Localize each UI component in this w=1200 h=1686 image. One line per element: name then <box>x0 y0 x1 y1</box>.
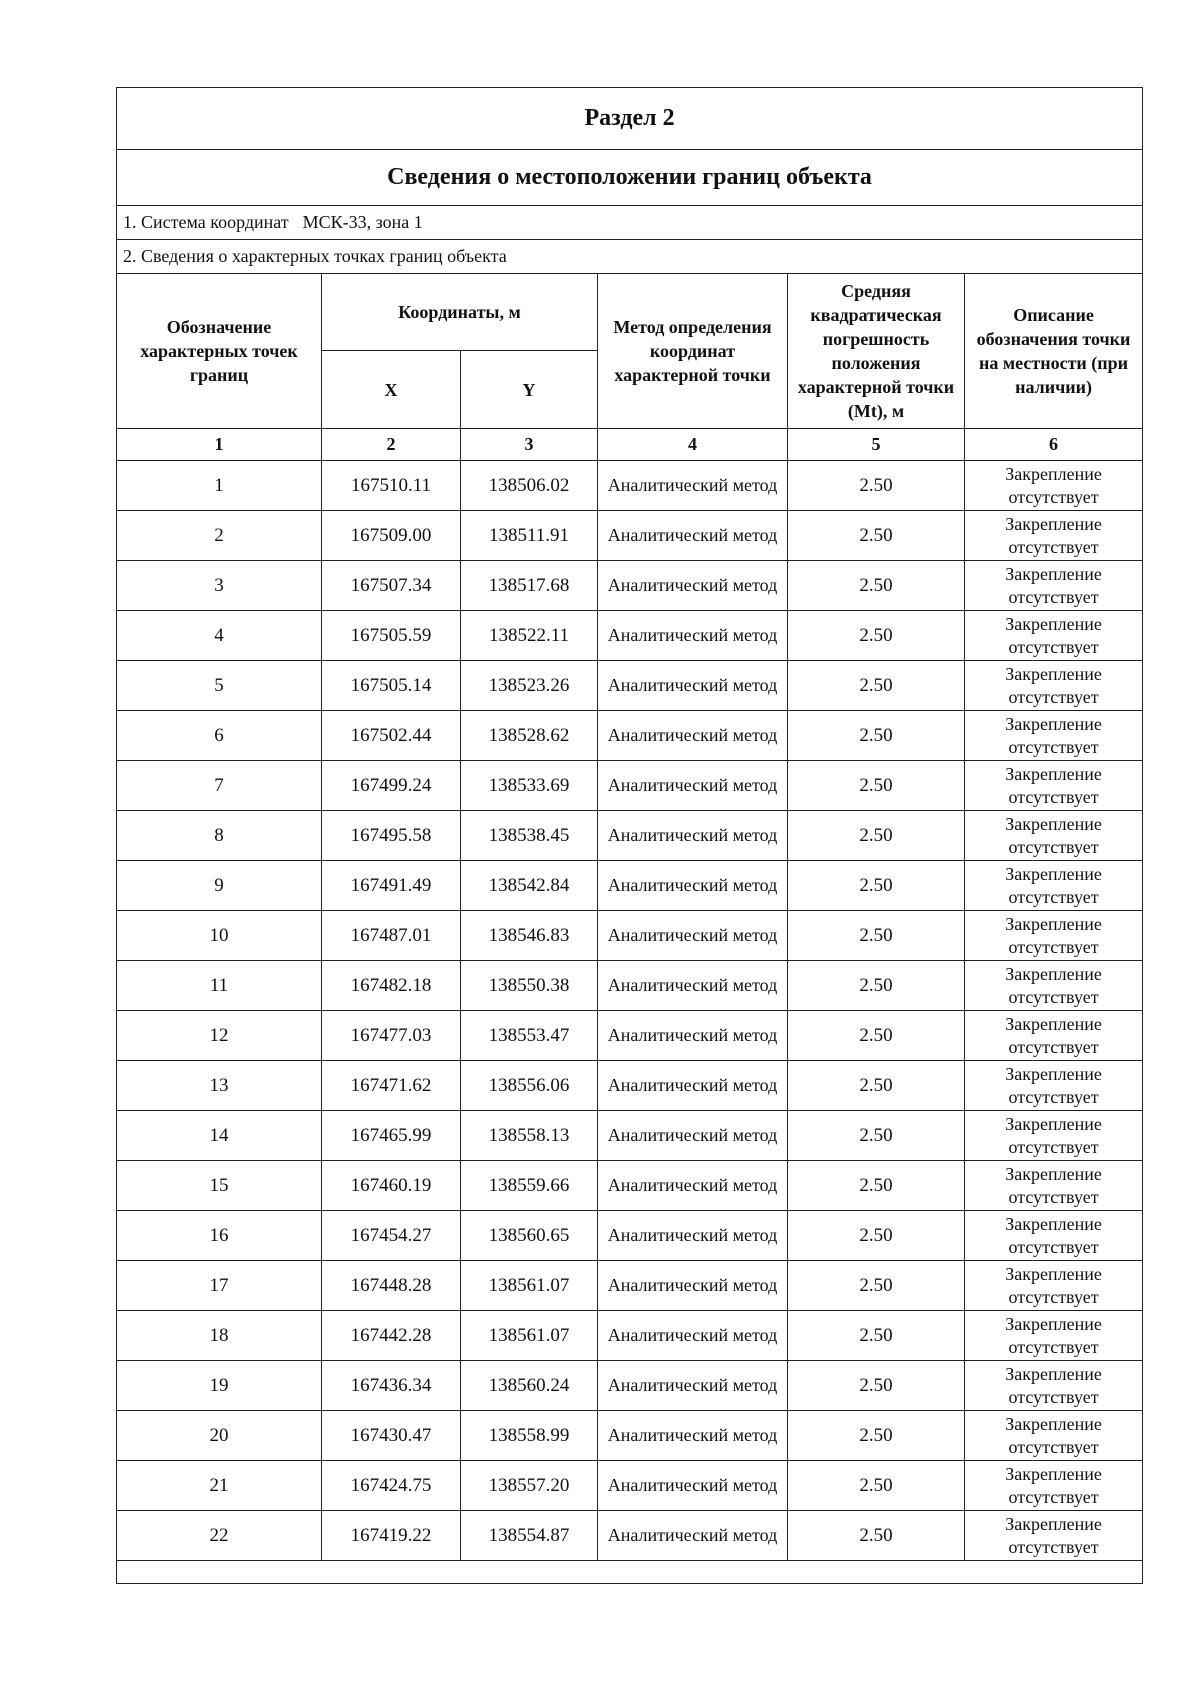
method-cell: Аналитический метод <box>598 1161 788 1211</box>
column-number: 4 <box>598 429 788 461</box>
point-number: 11 <box>117 961 322 1011</box>
coord-y: 138522.11 <box>461 611 598 661</box>
col-error-header: Средняя квадратическая погрешность положения характерной точки (Mt), м <box>788 274 965 429</box>
error-cell: 2.50 <box>788 961 965 1011</box>
method-cell: Аналитический метод <box>598 861 788 911</box>
column-number: 3 <box>461 429 598 461</box>
coord-y: 138556.06 <box>461 1061 598 1111</box>
table-row <box>117 1511 1143 1561</box>
method-cell: Аналитический метод <box>598 1111 788 1161</box>
coord-y: 138506.02 <box>461 461 598 511</box>
point-number: 8 <box>117 811 322 861</box>
point-number: 5 <box>117 661 322 711</box>
coord-y: 138511.91 <box>461 511 598 561</box>
description-cell: Закрепление отсутствует <box>965 711 1143 761</box>
method-cell: Аналитический метод <box>598 1011 788 1061</box>
point-number: 2 <box>117 511 322 561</box>
coord-system-value: МСК-33, зона 1 <box>302 212 423 232</box>
section-title: Раздел 2 <box>117 88 1143 150</box>
table-row <box>117 861 1143 911</box>
column-number: 1 <box>117 429 322 461</box>
coord-y: 138558.13 <box>461 1111 598 1161</box>
boundary-points-table <box>116 87 1143 1584</box>
table-row <box>117 961 1143 1011</box>
table-footer-row <box>117 1561 1143 1584</box>
table-row <box>117 661 1143 711</box>
coord-y: 138517.68 <box>461 561 598 611</box>
point-number: 1 <box>117 461 322 511</box>
table-row <box>117 1161 1143 1211</box>
method-cell: Аналитический метод <box>598 1411 788 1461</box>
table-row <box>117 1411 1143 1461</box>
description-cell: Закрепление отсутствует <box>965 1161 1143 1211</box>
table-row <box>117 1461 1143 1511</box>
table-row <box>117 1111 1143 1161</box>
coord-x: 167491.49 <box>322 861 461 911</box>
description-cell: Закрепление отсутствует <box>965 861 1143 911</box>
error-cell: 2.50 <box>788 711 965 761</box>
coord-system-label: 1. Система координат <box>123 212 289 232</box>
error-cell: 2.50 <box>788 1311 965 1361</box>
coord-x: 167510.11 <box>322 461 461 511</box>
coord-x: 167471.62 <box>322 1061 461 1111</box>
table-row <box>117 511 1143 561</box>
coord-y: 138561.07 <box>461 1311 598 1361</box>
coord-x: 167448.28 <box>322 1261 461 1311</box>
coord-x: 167442.28 <box>322 1311 461 1361</box>
point-number: 20 <box>117 1411 322 1461</box>
description-cell: Закрепление отсутствует <box>965 1261 1143 1311</box>
coord-y: 138550.38 <box>461 961 598 1011</box>
point-number: 14 <box>117 1111 322 1161</box>
coord-x: 167509.00 <box>322 511 461 561</box>
point-number: 6 <box>117 711 322 761</box>
method-cell: Аналитический метод <box>598 1511 788 1561</box>
coord-x: 167495.58 <box>322 811 461 861</box>
error-cell: 2.50 <box>788 1061 965 1111</box>
point-number: 7 <box>117 761 322 811</box>
description-cell: Закрепление отсутствует <box>965 1111 1143 1161</box>
method-cell: Аналитический метод <box>598 1461 788 1511</box>
table-row <box>117 561 1143 611</box>
col-method-header: Метод определения координат характерной точки <box>598 274 788 429</box>
method-cell: Аналитический метод <box>598 1061 788 1111</box>
table-row <box>117 1061 1143 1111</box>
point-number: 15 <box>117 1161 322 1211</box>
error-cell: 2.50 <box>788 1411 965 1461</box>
coord-y: 138554.87 <box>461 1511 598 1561</box>
method-cell: Аналитический метод <box>598 1211 788 1261</box>
coord-x: 167424.75 <box>322 1461 461 1511</box>
method-cell: Аналитический метод <box>598 1361 788 1411</box>
table-row <box>117 1261 1143 1311</box>
coord-y: 138557.20 <box>461 1461 598 1511</box>
method-cell: Аналитический метод <box>598 511 788 561</box>
method-cell: Аналитический метод <box>598 461 788 511</box>
point-number: 10 <box>117 911 322 961</box>
error-cell: 2.50 <box>788 661 965 711</box>
error-cell: 2.50 <box>788 1361 965 1411</box>
coord-y: 138523.26 <box>461 661 598 711</box>
method-cell: Аналитический метод <box>598 1311 788 1361</box>
table-row <box>117 461 1143 511</box>
error-cell: 2.50 <box>788 1461 965 1511</box>
col-coordinates-header: Координаты, м <box>322 274 598 351</box>
point-number: 19 <box>117 1361 322 1411</box>
error-cell: 2.50 <box>788 1511 965 1561</box>
description-cell: Закрепление отсутствует <box>965 1211 1143 1261</box>
method-cell: Аналитический метод <box>598 811 788 861</box>
description-cell: Закрепление отсутствует <box>965 961 1143 1011</box>
description-cell: Закрепление отсутствует <box>965 811 1143 861</box>
table-row <box>117 1361 1143 1411</box>
point-number: 12 <box>117 1011 322 1061</box>
table-row <box>117 811 1143 861</box>
column-number: 6 <box>965 429 1143 461</box>
coord-x: 167460.19 <box>322 1161 461 1211</box>
col-description-header: Описание обозначения точки на местности (при наличии) <box>965 274 1143 429</box>
coord-x: 167499.24 <box>322 761 461 811</box>
error-cell: 2.50 <box>788 511 965 561</box>
point-number: 13 <box>117 1061 322 1111</box>
coord-x: 167505.59 <box>322 611 461 661</box>
method-cell: Аналитический метод <box>598 611 788 661</box>
coord-x: 167505.14 <box>322 661 461 711</box>
description-cell: Закрепление отсутствует <box>965 611 1143 661</box>
error-cell: 2.50 <box>788 1211 965 1261</box>
description-cell: Закрепление отсутствует <box>965 511 1143 561</box>
table-row <box>117 1011 1143 1061</box>
coord-system-row <box>117 206 1143 240</box>
description-cell: Закрепление отсутствует <box>965 1011 1143 1061</box>
point-number: 3 <box>117 561 322 611</box>
coord-y: 138538.45 <box>461 811 598 861</box>
method-cell: Аналитический метод <box>598 1261 788 1311</box>
description-cell: Закрепление отсутствует <box>965 1361 1143 1411</box>
coord-y: 138546.83 <box>461 911 598 961</box>
description-cell: Закрепление отсутствует <box>965 561 1143 611</box>
coord-x: 167482.18 <box>322 961 461 1011</box>
column-numbers-row <box>117 429 1143 461</box>
error-cell: 2.50 <box>788 861 965 911</box>
coord-y: 138528.62 <box>461 711 598 761</box>
error-cell: 2.50 <box>788 461 965 511</box>
error-cell: 2.50 <box>788 611 965 661</box>
coord-y: 138542.84 <box>461 861 598 911</box>
description-cell: Закрепление отсутствует <box>965 1511 1143 1561</box>
coord-y: 138561.07 <box>461 1261 598 1311</box>
description-cell: Закрепление отсутствует <box>965 1061 1143 1111</box>
point-number: 17 <box>117 1261 322 1311</box>
method-cell: Аналитический метод <box>598 961 788 1011</box>
error-cell: 2.50 <box>788 1261 965 1311</box>
table-row <box>117 1311 1143 1361</box>
method-cell: Аналитический метод <box>598 761 788 811</box>
error-cell: 2.50 <box>788 911 965 961</box>
coord-x: 167465.99 <box>322 1111 461 1161</box>
empty-footer-cell <box>117 1561 1143 1584</box>
coord-x: 167419.22 <box>322 1511 461 1561</box>
coord-x: 167436.34 <box>322 1361 461 1411</box>
coord-x: 167507.34 <box>322 561 461 611</box>
section-subtitle: Сведения о местоположении границ объекта <box>117 150 1143 206</box>
point-number: 21 <box>117 1461 322 1511</box>
method-cell: Аналитический метод <box>598 661 788 711</box>
col-y-header: Y <box>461 351 598 429</box>
point-number: 9 <box>117 861 322 911</box>
error-cell: 2.50 <box>788 761 965 811</box>
col-x-header: X <box>322 351 461 429</box>
description-cell: Закрепление отсутствует <box>965 661 1143 711</box>
table-row <box>117 911 1143 961</box>
coord-y: 138533.69 <box>461 761 598 811</box>
coord-y: 138560.24 <box>461 1361 598 1411</box>
description-cell: Закрепление отсутствует <box>965 761 1143 811</box>
column-number: 5 <box>788 429 965 461</box>
description-cell: Закрепление отсутствует <box>965 911 1143 961</box>
coord-x: 167487.01 <box>322 911 461 961</box>
column-number: 2 <box>322 429 461 461</box>
point-number: 18 <box>117 1311 322 1361</box>
description-cell: Закрепление отсутствует <box>965 1461 1143 1511</box>
table-row <box>117 1211 1143 1261</box>
points-heading: 2. Сведения о характерных точках границ объекта <box>117 240 1143 274</box>
document-sheet <box>116 87 1142 1584</box>
coord-y: 138558.99 <box>461 1411 598 1461</box>
point-number: 16 <box>117 1211 322 1261</box>
coord-y: 138553.47 <box>461 1011 598 1061</box>
table-row <box>117 611 1143 661</box>
coord-y: 138559.66 <box>461 1161 598 1211</box>
method-cell: Аналитический метод <box>598 711 788 761</box>
error-cell: 2.50 <box>788 1111 965 1161</box>
col-designation-header: Обозначение характерных точек границ <box>117 274 322 429</box>
error-cell: 2.50 <box>788 811 965 861</box>
coord-x: 167454.27 <box>322 1211 461 1261</box>
point-number: 4 <box>117 611 322 661</box>
description-cell: Закрепление отсутствует <box>965 1311 1143 1361</box>
coord-y: 138560.65 <box>461 1211 598 1261</box>
coord-x: 167502.44 <box>322 711 461 761</box>
coord-x: 167430.47 <box>322 1411 461 1461</box>
table-row <box>117 761 1143 811</box>
point-number: 22 <box>117 1511 322 1561</box>
method-cell: Аналитический метод <box>598 561 788 611</box>
error-cell: 2.50 <box>788 561 965 611</box>
table-row <box>117 711 1143 761</box>
error-cell: 2.50 <box>788 1011 965 1061</box>
coord-x: 167477.03 <box>322 1011 461 1061</box>
description-cell: Закрепление отсутствует <box>965 461 1143 511</box>
method-cell: Аналитический метод <box>598 911 788 961</box>
error-cell: 2.50 <box>788 1161 965 1211</box>
description-cell: Закрепление отсутствует <box>965 1411 1143 1461</box>
